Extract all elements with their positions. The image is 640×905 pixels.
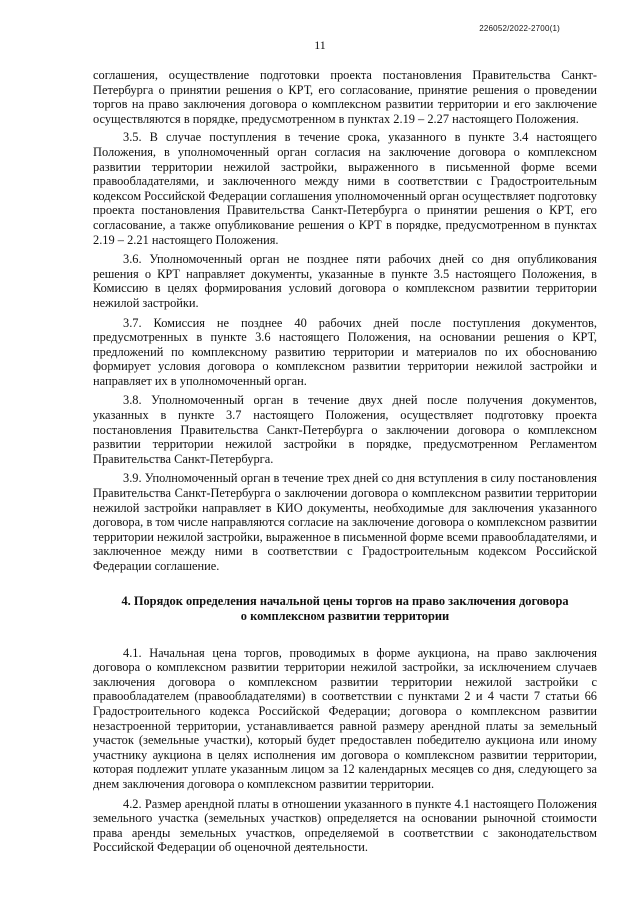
- section-4-heading-line-2: о комплексном развитии территории: [240, 608, 450, 623]
- paragraph-continuation: соглашения, осуществление подготовки проекта постановления Правительства Санкт-Петербурга о принятии решения о КРТ, его согласование, принятие решения о проведении торгов на право заключения договора о комплексном развитии территории и его заключение осуществляются в порядке, предусмотренном в пунктах 2.19 – 2.27 настоящего Положения.: [93, 68, 597, 126]
- document-body: [93, 68, 597, 860]
- paragraph-3-6: 3.6. Уполномоченный орган не позднее пяти рабочих дней со дня опубликования решения о КРТ направляет документы, указанные в пункте 3.5 настоящего Положения, в Комиссию в целях формирования условий договора о комплексном развитии территории нежилой застройки.: [93, 252, 597, 310]
- page-number: 11: [314, 38, 326, 52]
- paragraph-3-8: 3.8. Уполномоченный орган в течение двух дней после получения документов, указанных в пункте 3.7 настоящего Положения, осуществляет подготовку проекта постановления Правительства Санкт-Петербурга о заключении договора о комплексном развитии территории нежилой застройки в порядке, предусмотренном Регламентом Правительства Санкт-Петербурга.: [93, 393, 597, 466]
- section-4-heading: [93, 594, 597, 624]
- paragraph-3-7: 3.7. Комиссия не позднее 40 рабочих дней после поступления документов, предусмотренных в пункте 3.6 настоящего Положения, на основании решения о КРТ, предложений по комплексному развитию территории и материалов по их обоснованию формирует условия договора о комплексном развитии территории нежилой застройки и направляет их в уполномоченный орган.: [93, 315, 597, 388]
- paragraph-4-1: 4.1. Начальная цена торгов, проводимых в форме аукциона, на право заключения договора о комплексном развитии территории нежилой застройки, за исключением случаев заключения договора о комплексном развитии территории нежилой застройки с правообладателем (правообладателями) в соответствии с пунктами 2 и 4 части 7 статьи 66 Градостроительного кодекса Российской Федерации; договора о комплексном развитии незастроенной территории, устанавливается равной размеру арендной платы за земельный участок (земельные участки), который будет предоставлен победителю аукциона или иному участнику аукциона в целях исполнения им договора о комплексном развитии территории, которая подлежит уплате указанным лицом за 12 календарных месяцев со дня, следующего за днем заключения договора о комплексном развитии территории.: [93, 645, 597, 791]
- paragraph-3-9: 3.9. Уполномоченный орган в течение трех дней со дня вступления в силу постановления Правительства Санкт-Петербурга о заключении договора о комплексном развитии территории нежилой застройки направляет в КИО документы, необходимые для заключения указанного договора, в том числе направляются согласие на заключение договора о комплексном развитии территории нежилой застройки, выраженное в письменной форме всеми правообладателями, и заключенное между ними в соответствии с Градостроительным кодексом Российской Федерации соглашение.: [93, 471, 597, 573]
- section-4-heading-line-1: 4. Порядок определения начальной цены торгов на право заключения договора: [121, 593, 569, 608]
- paragraph-3-5: 3.5. В случае поступления в течение срока, указанного в пункте 3.4 настоящего Положения, в уполномоченный орган согласия на заключение договора о комплексном развитии территории нежилой застройки, выраженного в письменной форме всеми правообладателями, и заключенного между ними в соответствии с Градостроительным кодексом Российской Федерации соглашения уполномоченный орган осуществляет подготовку проекта постановления Правительства Санкт-Петербурга о принятии решения о КРТ, его согласование, а также опубликование решения о КРТ в порядке, предусмотренном в пунктах 2.19 – 2.21 настоящего Положения.: [93, 130, 597, 247]
- document-code: 226052/2022-2700(1): [479, 24, 560, 33]
- paragraph-4-2: 4.2. Размер арендной платы в отношении указанного в пункте 4.1 настоящего Положения земельного участка (земельных участков) определяется на основании рыночной стоимости права аренды земельных участков, определяемой в соответствии с законодательством Российской Федерации об оценочной деятельности.: [93, 796, 597, 855]
